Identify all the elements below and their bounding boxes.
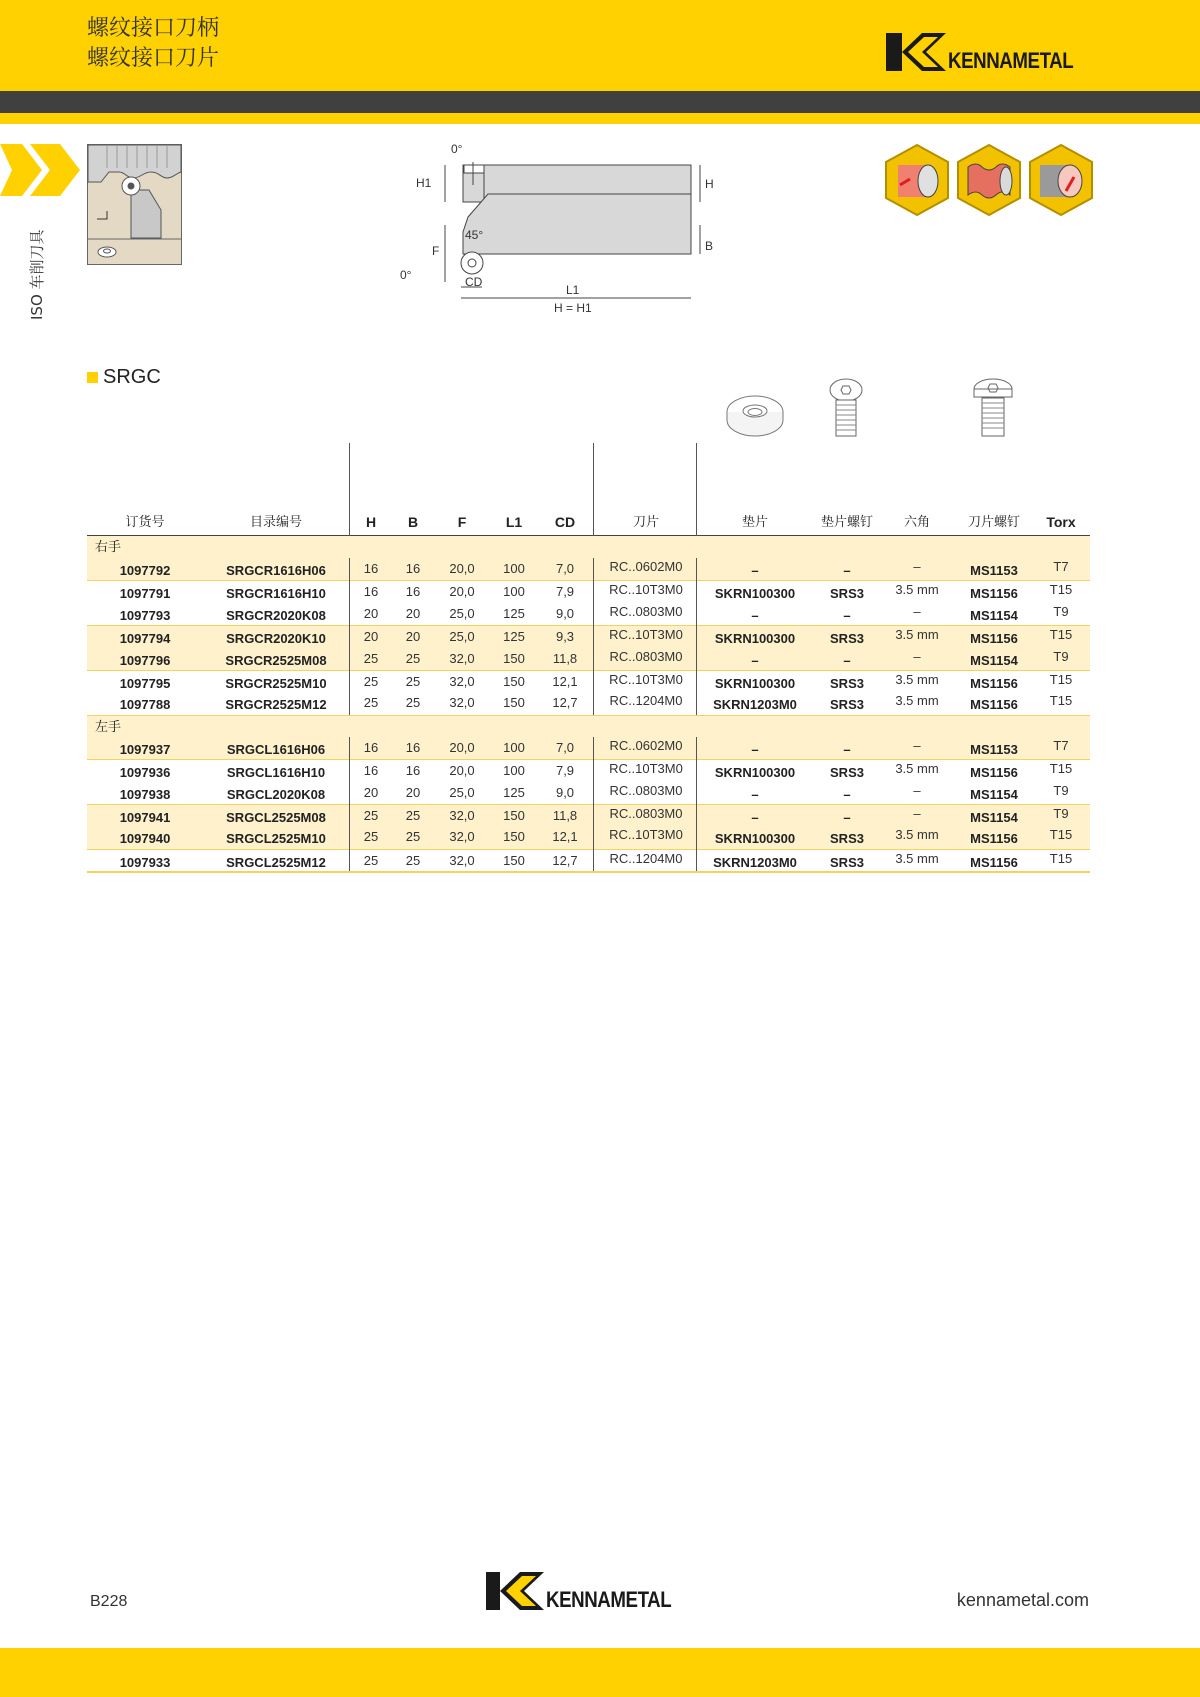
table-cell-b: 20 bbox=[405, 605, 421, 621]
table-cell-torx: T15 bbox=[1049, 850, 1073, 866]
table-cell-order-no: 1097936 bbox=[119, 765, 171, 781]
table-cell-shim: SKRN100300 bbox=[714, 631, 796, 647]
table-cell-l1: 100 bbox=[503, 561, 525, 576]
table-cell-h: 20 bbox=[363, 605, 379, 621]
table-cell-b: 25 bbox=[405, 829, 421, 845]
table-cell-insert: RC..10T3M0 bbox=[609, 761, 683, 777]
table-cell-h: 25 bbox=[363, 673, 379, 689]
col-insert-screw: 刀片螺钉 bbox=[967, 515, 1021, 530]
table-cell-shim: – bbox=[751, 563, 759, 578]
table-row[interactable] bbox=[87, 804, 1090, 826]
col-divider bbox=[349, 737, 350, 871]
table-cell-f: 32,0 bbox=[449, 852, 475, 868]
col-b: B bbox=[407, 514, 419, 530]
footer-band bbox=[0, 1648, 1200, 1697]
table-cell-order-no: 1097788 bbox=[119, 697, 171, 713]
table-cell-f: 32,0 bbox=[449, 829, 475, 845]
table-cell-hex: 3.5 mm bbox=[895, 582, 939, 598]
table-cell-shim: SKRN100300 bbox=[714, 765, 796, 781]
col-torx: Torx bbox=[1046, 514, 1076, 530]
table-row[interactable] bbox=[87, 580, 1090, 602]
table-cell-cd: 9,0 bbox=[555, 605, 575, 621]
b-label: B bbox=[705, 239, 714, 253]
table-cell-cd: 11,8 bbox=[552, 807, 578, 823]
table-cell-order-no: 1097791 bbox=[119, 586, 171, 602]
table-cell-hex: – bbox=[913, 648, 921, 664]
table-cell-cd: 11,8 bbox=[552, 650, 578, 666]
table-row[interactable] bbox=[87, 692, 1090, 714]
table-cell-cd: 7,0 bbox=[555, 739, 575, 755]
table-cell-insert: RC..10T3M0 bbox=[609, 671, 683, 687]
h-label: H bbox=[705, 177, 714, 191]
footer-kennametal-logo[interactable] bbox=[486, 1572, 693, 1610]
table-cell-torx: T7 bbox=[1053, 559, 1069, 574]
table-cell-insert: RC..1204M0 bbox=[609, 850, 683, 866]
table-cell-f: 25,0 bbox=[449, 605, 475, 621]
kennametal-logo[interactable] bbox=[886, 33, 1095, 71]
table-cell-insert: RC..0803M0 bbox=[609, 603, 683, 619]
section-heading bbox=[87, 366, 161, 389]
table-cell-order-no: 1097937 bbox=[119, 741, 171, 757]
table-cell-shim: SKRN100300 bbox=[714, 831, 796, 847]
dimension-labels bbox=[400, 140, 720, 320]
table-cell-cd: 12,1 bbox=[552, 829, 578, 845]
table-cell-l1: 150 bbox=[503, 852, 525, 868]
table-row[interactable] bbox=[87, 782, 1090, 804]
kennametal-k-icon bbox=[486, 1572, 544, 1610]
table-cell-hex: – bbox=[913, 603, 921, 619]
table-cell-hex: 3.5 mm bbox=[895, 627, 939, 643]
table-cell-shim-screw: – bbox=[843, 741, 851, 757]
shim-icon bbox=[724, 390, 786, 440]
title-line-1: 螺纹接口刀柄 bbox=[87, 16, 220, 41]
table-cell-f: 20,0 bbox=[449, 561, 475, 576]
col-insert: 刀片 bbox=[632, 515, 660, 530]
table-cell-shim-screw: – bbox=[843, 786, 851, 802]
f-label: F bbox=[432, 244, 440, 258]
table-cell-shim: – bbox=[751, 809, 759, 825]
table-cell-hex: 3.5 mm bbox=[895, 693, 939, 709]
table-cell-catalog-no: SRGCL2525M12 bbox=[226, 854, 326, 870]
table-cell-insert-screw: MS1156 bbox=[970, 675, 1018, 691]
table-cell-insert-screw: MS1154 bbox=[970, 652, 1018, 668]
table-cell-order-no: 1097796 bbox=[119, 652, 171, 668]
table-row[interactable] bbox=[87, 558, 1090, 580]
section-marker-icon bbox=[87, 372, 98, 383]
table-cell-l1: 150 bbox=[503, 650, 525, 666]
table-cell-insert: RC..0803M0 bbox=[609, 648, 683, 664]
col-divider bbox=[696, 443, 697, 536]
table-cell-catalog-no: SRGCR2525M08 bbox=[225, 652, 327, 668]
h1-label: H1 bbox=[416, 176, 432, 190]
table-cell-b: 16 bbox=[405, 584, 421, 600]
table-cell-f: 32,0 bbox=[449, 650, 475, 666]
footer-brand-name: KENNAMETAL bbox=[546, 1587, 672, 1612]
table-cell-cd: 9,0 bbox=[555, 784, 575, 800]
table-cell-hex: 3.5 mm bbox=[895, 671, 939, 687]
facing-icon bbox=[1028, 143, 1094, 217]
col-h: H bbox=[365, 514, 377, 530]
table-cell-shim-screw: SRS3 bbox=[830, 675, 864, 691]
table-cell-torx: T9 bbox=[1053, 805, 1069, 821]
table-cell-b: 16 bbox=[405, 739, 421, 755]
l1-label: L1 bbox=[566, 283, 580, 297]
angle-0-top-label: 0° bbox=[451, 142, 463, 156]
table-cell-hex: – bbox=[913, 737, 921, 753]
table-cell-order-no: 1097795 bbox=[119, 675, 171, 691]
table-cell-h: 16 bbox=[363, 763, 379, 779]
table-header bbox=[87, 443, 1090, 536]
angle-45-label: 45° bbox=[465, 228, 484, 242]
table-cell-insert-screw: MS1156 bbox=[970, 697, 1018, 713]
table-cell-shim: SKRN100300 bbox=[714, 675, 796, 691]
table-cell-shim-screw: SRS3 bbox=[830, 586, 864, 602]
table-cell-h: 25 bbox=[363, 807, 379, 823]
col-shim: 垫片 bbox=[741, 515, 769, 530]
table-cell-catalog-no: SRGCR2525M10 bbox=[225, 675, 327, 691]
table-cell-shim: SKRN1203M0 bbox=[713, 697, 797, 713]
table-cell-order-no: 1097941 bbox=[119, 809, 171, 825]
table-cell-h: 20 bbox=[363, 629, 379, 645]
table-cell-insert-screw: MS1154 bbox=[970, 786, 1018, 802]
table-cell-insert: RC..10T3M0 bbox=[609, 627, 683, 643]
table-cell-insert: RC..10T3M0 bbox=[609, 582, 683, 598]
table-cell-order-no: 1097938 bbox=[119, 786, 171, 802]
table-cell-cd: 9,3 bbox=[555, 629, 575, 645]
col-divider bbox=[696, 558, 697, 715]
table-cell-b: 16 bbox=[405, 763, 421, 779]
h-equals-h1-note: H = H1 bbox=[554, 301, 592, 315]
table-cell-b: 25 bbox=[405, 852, 421, 868]
table-cell-l1: 125 bbox=[503, 629, 525, 645]
table-cell-torx: T9 bbox=[1053, 648, 1069, 664]
table-cell-catalog-no: SRGCR1616H06 bbox=[226, 563, 326, 578]
col-divider bbox=[593, 443, 594, 536]
table-row[interactable] bbox=[87, 603, 1090, 625]
table-cell-shim-screw: – bbox=[843, 563, 851, 578]
table-cell-h: 25 bbox=[363, 852, 379, 868]
table-cell-catalog-no: SRGCL2525M08 bbox=[226, 809, 326, 825]
table-cell-shim-screw: – bbox=[843, 607, 851, 623]
table-cell-hex: 3.5 mm bbox=[895, 761, 939, 777]
table-cell-insert-screw: MS1156 bbox=[970, 831, 1018, 847]
col-l1: L1 bbox=[505, 514, 523, 530]
table-cell-cd: 7,0 bbox=[555, 561, 575, 576]
table-cell-torx: T7 bbox=[1053, 737, 1069, 753]
header-yellow-stripe bbox=[0, 113, 1200, 124]
table-cell-shim-screw: SRS3 bbox=[830, 854, 864, 870]
table-cell-catalog-no: SRGCR2525M12 bbox=[225, 697, 327, 713]
chapter-side-label: ISO 车削刀具 bbox=[28, 229, 46, 320]
table-cell-f: 25,0 bbox=[449, 784, 475, 800]
table-cell-catalog-no: SRGCR2020K10 bbox=[226, 631, 326, 647]
table-cell-catalog-no: SRGCL2525M10 bbox=[226, 831, 326, 847]
table-cell-order-no: 1097794 bbox=[119, 631, 171, 647]
table-cell-h: 16 bbox=[363, 561, 379, 576]
section-title-text: SRGC bbox=[103, 366, 161, 388]
angle-0-side-label: 0° bbox=[400, 268, 412, 282]
header-dark-stripe bbox=[0, 91, 1200, 113]
table-cell-f: 32,0 bbox=[449, 807, 475, 823]
chapter-chevron-icon bbox=[0, 144, 82, 196]
table-cell-shim: – bbox=[751, 786, 759, 802]
product-table bbox=[87, 443, 1090, 871]
table-cell-l1: 150 bbox=[503, 673, 525, 689]
table-row[interactable] bbox=[87, 625, 1090, 647]
kennametal-k-icon bbox=[886, 33, 946, 71]
table-cell-torx: T15 bbox=[1049, 827, 1073, 843]
table-row[interactable] bbox=[87, 648, 1090, 670]
table-cell-torx: T15 bbox=[1049, 761, 1073, 777]
table-cell-shim: SKRN1203M0 bbox=[713, 854, 797, 870]
table-cell-shim-screw: SRS3 bbox=[830, 697, 864, 713]
table-cell-f: 32,0 bbox=[449, 673, 475, 689]
table-cell-torx: T15 bbox=[1049, 582, 1073, 598]
table-group-label: 左手 bbox=[87, 715, 1090, 737]
table-cell-l1: 100 bbox=[503, 739, 525, 755]
table-cell-insert-screw: MS1156 bbox=[970, 854, 1018, 870]
table-cell-b: 20 bbox=[405, 629, 421, 645]
table-cell-shim: – bbox=[751, 607, 759, 623]
table-cell-shim: – bbox=[751, 741, 759, 757]
table-cell-f: 20,0 bbox=[449, 763, 475, 779]
table-cell-hex: – bbox=[913, 782, 921, 798]
table-cell-l1: 150 bbox=[503, 829, 525, 845]
table-group-label: 右手 bbox=[87, 536, 1090, 558]
table-cell-l1: 150 bbox=[503, 695, 525, 711]
table-row[interactable] bbox=[87, 759, 1090, 781]
brand-name: KENNAMETAL bbox=[948, 48, 1074, 73]
page-number: B228 bbox=[90, 1593, 128, 1610]
table-cell-hex: – bbox=[913, 805, 921, 821]
col-shim-screw: 垫片螺钉 bbox=[820, 515, 874, 530]
table-cell-order-no: 1097793 bbox=[119, 607, 171, 623]
table-cell-shim: SKRN100300 bbox=[714, 586, 796, 602]
table-cell-h: 20 bbox=[363, 784, 379, 800]
table-bottom-rule bbox=[87, 871, 1090, 873]
table-cell-catalog-no: SRGCL2020K08 bbox=[226, 786, 326, 802]
application-thumbnail bbox=[87, 144, 182, 265]
table-row[interactable] bbox=[87, 670, 1090, 692]
table-row[interactable] bbox=[87, 826, 1090, 848]
application-icons bbox=[884, 143, 1094, 217]
table-cell-b: 20 bbox=[405, 784, 421, 800]
table-cell-insert-screw: MS1156 bbox=[970, 631, 1018, 647]
col-divider bbox=[593, 558, 594, 715]
table-cell-order-no: 1097940 bbox=[119, 831, 171, 847]
table-cell-h: 25 bbox=[363, 829, 379, 845]
table-cell-hex: 3.5 mm bbox=[895, 827, 939, 843]
table-cell-shim: – bbox=[751, 652, 759, 668]
table-cell-shim-screw: – bbox=[843, 809, 851, 825]
col-divider bbox=[696, 737, 697, 871]
table-cell-torx: T9 bbox=[1053, 603, 1069, 619]
col-f: F bbox=[457, 514, 467, 530]
col-cd: CD bbox=[554, 514, 576, 530]
table-cell-cd: 7,9 bbox=[555, 584, 575, 600]
table-cell-f: 20,0 bbox=[449, 739, 475, 755]
table-cell-insert-screw: MS1154 bbox=[970, 607, 1018, 623]
title-line-2: 螺纹接口刀片 bbox=[87, 46, 220, 71]
website-link[interactable]: kennametal.com bbox=[956, 1590, 1089, 1610]
table-body bbox=[87, 536, 1090, 871]
table-cell-insert: RC..10T3M0 bbox=[609, 827, 683, 843]
table-cell-cd: 12,7 bbox=[552, 852, 578, 868]
table-cell-order-no: 1097792 bbox=[119, 563, 171, 578]
table-cell-insert: RC..1204M0 bbox=[609, 693, 683, 709]
table-cell-b: 25 bbox=[405, 650, 421, 666]
table-cell-f: 25,0 bbox=[449, 629, 475, 645]
table-cell-l1: 100 bbox=[503, 763, 525, 779]
table-row[interactable] bbox=[87, 737, 1090, 759]
table-cell-cd: 7,9 bbox=[555, 763, 575, 779]
table-cell-catalog-no: SRGCL1616H10 bbox=[226, 765, 326, 781]
table-cell-shim-screw: SRS3 bbox=[830, 631, 864, 647]
page-title bbox=[87, 14, 219, 74]
table-cell-l1: 150 bbox=[503, 807, 525, 823]
table-cell-torx: T15 bbox=[1049, 627, 1073, 643]
table-cell-hex: 3.5 mm bbox=[895, 850, 939, 866]
table-cell-f: 20,0 bbox=[449, 584, 475, 600]
shim-screw-icon bbox=[826, 378, 866, 440]
table-cell-shim-screw: – bbox=[843, 652, 851, 668]
table-cell-torx: T15 bbox=[1049, 693, 1073, 709]
table-cell-insert-screw: MS1154 bbox=[970, 809, 1018, 825]
table-cell-torx: T15 bbox=[1049, 671, 1073, 687]
table-cell-catalog-no: SRGCR1616H10 bbox=[226, 586, 326, 602]
table-cell-order-no: 1097933 bbox=[119, 854, 171, 870]
table-cell-f: 32,0 bbox=[449, 695, 475, 711]
table-cell-l1: 125 bbox=[503, 784, 525, 800]
table-cell-insert-screw: MS1156 bbox=[970, 765, 1018, 781]
table-cell-hex: – bbox=[913, 559, 921, 574]
table-cell-insert: RC..0602M0 bbox=[609, 559, 683, 574]
table-cell-cd: 12,1 bbox=[552, 673, 578, 689]
table-cell-insert: RC..0803M0 bbox=[609, 805, 683, 821]
table-cell-b: 25 bbox=[405, 673, 421, 689]
grooving-icon bbox=[956, 143, 1022, 217]
table-cell-b: 25 bbox=[405, 695, 421, 711]
table-cell-h: 25 bbox=[363, 650, 379, 666]
table-cell-cd: 12,7 bbox=[552, 695, 578, 711]
table-cell-h: 16 bbox=[363, 584, 379, 600]
table-cell-insert: RC..0803M0 bbox=[609, 782, 683, 798]
table-cell-catalog-no: SRGCL1616H06 bbox=[226, 741, 326, 757]
table-row[interactable] bbox=[87, 849, 1090, 871]
col-divider bbox=[349, 443, 350, 536]
table-cell-h: 16 bbox=[363, 739, 379, 755]
col-order-no: 订货号 bbox=[125, 515, 165, 530]
table-cell-catalog-no: SRGCR2020K08 bbox=[226, 607, 326, 623]
table-cell-l1: 125 bbox=[503, 605, 525, 621]
turning-icon bbox=[884, 143, 950, 217]
col-catalog-no: 目录编号 bbox=[249, 515, 303, 530]
table-cell-shim-screw: SRS3 bbox=[830, 765, 864, 781]
table-cell-insert: RC..0602M0 bbox=[609, 737, 683, 753]
col-divider bbox=[593, 737, 594, 871]
table-cell-insert-screw: MS1153 bbox=[970, 563, 1018, 578]
table-cell-insert-screw: MS1153 bbox=[970, 741, 1018, 757]
col-hex: 六角 bbox=[903, 515, 931, 530]
table-cell-torx: T9 bbox=[1053, 782, 1069, 798]
table-cell-b: 16 bbox=[405, 561, 421, 576]
table-cell-b: 25 bbox=[405, 807, 421, 823]
table-cell-l1: 100 bbox=[503, 584, 525, 600]
insert-screw-icon bbox=[972, 378, 1014, 440]
cd-label: CD bbox=[465, 275, 483, 289]
table-cell-shim-screw: SRS3 bbox=[830, 831, 864, 847]
table-cell-h: 25 bbox=[363, 695, 379, 711]
table-cell-insert-screw: MS1156 bbox=[970, 586, 1018, 602]
col-divider bbox=[349, 558, 350, 715]
